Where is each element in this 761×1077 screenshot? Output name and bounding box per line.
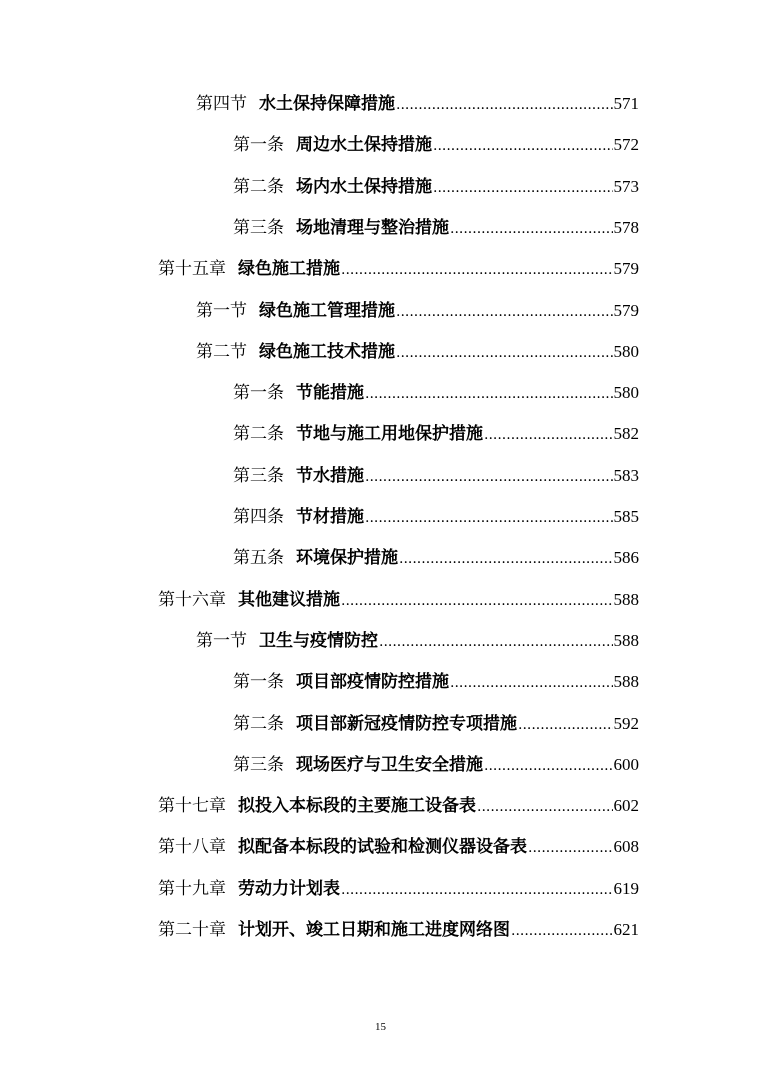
toc-entry-title: 节水措施 xyxy=(296,465,364,486)
toc-entry-title: 计划开、竣工日期和施工进度网络图 xyxy=(238,920,510,940)
toc-entry-title: 场地清理与整治措施 xyxy=(296,217,449,238)
dot-leader xyxy=(379,627,613,657)
toc-entry-page: 588 xyxy=(613,630,639,650)
toc-entry[interactable] xyxy=(196,296,639,326)
dot-leader xyxy=(484,751,613,781)
toc-entry-title: 节材措施 xyxy=(296,507,364,527)
dot-leader xyxy=(365,379,613,409)
toc-entry[interactable] xyxy=(158,832,639,862)
toc-entry[interactable] xyxy=(233,750,639,780)
toc-entry[interactable] xyxy=(158,254,639,284)
toc-entry-number: 第十七章 xyxy=(158,796,226,817)
toc-entry-page: 586 xyxy=(613,548,639,568)
toc-entry-page: 579 xyxy=(613,259,639,279)
toc-entry[interactable] xyxy=(158,874,639,904)
toc-entry-number: 第十八章 xyxy=(158,837,226,858)
toc-entry-title: 环境保护措施 xyxy=(296,548,398,569)
toc-entry-page: 619 xyxy=(613,878,639,898)
toc-entry-page: 583 xyxy=(613,465,639,485)
toc-entry-title: 拟投入本标段的主要施工设备表 xyxy=(238,796,476,817)
toc-entry-number: 第二条 xyxy=(233,176,284,197)
toc-entry[interactable] xyxy=(233,461,639,491)
toc-entry[interactable] xyxy=(233,667,639,697)
toc-entry-number: 第二条 xyxy=(233,424,284,445)
toc-entry-page: 579 xyxy=(613,300,639,320)
page-number: 15 xyxy=(375,1021,386,1033)
toc-entry[interactable] xyxy=(158,915,639,945)
toc-entry[interactable] xyxy=(233,213,639,243)
dot-leader xyxy=(477,792,613,822)
dot-leader xyxy=(341,255,613,285)
dot-leader xyxy=(484,420,613,450)
dot-leader xyxy=(450,214,613,244)
toc-entry[interactable] xyxy=(233,543,639,573)
toc-entry-number: 第一节 xyxy=(196,630,247,651)
toc-entry-title: 拟配备本标段的试验和检测仪器设备表 xyxy=(238,837,527,858)
dot-leader xyxy=(511,916,613,946)
toc-entry-page: 608 xyxy=(613,837,639,857)
toc-entry-title: 项目部新冠疫情防控专项措施 xyxy=(296,713,517,734)
toc-entry-number: 第十五章 xyxy=(158,259,226,280)
toc-entry[interactable] xyxy=(158,585,639,615)
toc-entry-number: 第十九章 xyxy=(158,878,226,899)
dot-leader xyxy=(396,338,613,368)
toc-entry-number: 第三条 xyxy=(233,754,284,775)
dot-leader xyxy=(528,833,613,863)
dot-leader xyxy=(518,710,613,740)
toc-entry-page: 602 xyxy=(613,796,639,816)
toc-entry-number: 第一节 xyxy=(196,300,247,321)
toc-entry-number: 第五条 xyxy=(233,548,284,569)
toc-entry[interactable] xyxy=(233,419,639,449)
toc-entry-title: 节地与施工用地保护措施 xyxy=(296,424,483,445)
toc-entry-page: 573 xyxy=(613,176,639,196)
toc-entry-page: 578 xyxy=(613,217,639,237)
toc-entry-page: 580 xyxy=(613,383,639,403)
toc-entry-page: 592 xyxy=(613,713,639,733)
toc-entry-number: 第二十章 xyxy=(158,920,226,940)
dot-leader xyxy=(399,544,613,574)
toc-entry-title: 周边水土保持措施 xyxy=(296,135,432,156)
toc-entry-page: 571 xyxy=(613,94,639,113)
dot-leader xyxy=(341,586,613,616)
toc-entry-page: 588 xyxy=(613,589,639,609)
toc-entry[interactable] xyxy=(196,626,639,656)
toc-entry-number: 第三条 xyxy=(233,465,284,486)
toc-entry-number: 第十六章 xyxy=(158,589,226,610)
toc-entry-page: 600 xyxy=(613,754,639,774)
dot-leader xyxy=(433,131,613,161)
toc-entry-number: 第三条 xyxy=(233,217,284,238)
dot-leader xyxy=(365,503,613,533)
toc-entry-number: 第四节 xyxy=(196,94,247,114)
toc-entry-title: 水土保持保障措施 xyxy=(259,94,395,114)
toc-entry-number: 第二条 xyxy=(233,713,284,734)
toc-entry-title: 卫生与疫情防控 xyxy=(259,630,378,651)
dot-leader xyxy=(396,90,613,120)
dot-leader xyxy=(450,668,613,698)
toc-entry-title: 节能措施 xyxy=(296,383,364,404)
toc-entry-title: 绿色施工技术措施 xyxy=(259,341,395,362)
toc-entry-title: 劳动力计划表 xyxy=(238,878,340,899)
dot-leader xyxy=(365,462,613,492)
toc-entry-title: 场内水土保持措施 xyxy=(296,176,432,197)
toc-entry-number: 第一条 xyxy=(233,383,284,404)
toc-entry-page: 580 xyxy=(613,341,639,361)
toc-entry[interactable] xyxy=(233,172,639,202)
toc-entry-page: 585 xyxy=(613,507,639,526)
toc-entry-page: 588 xyxy=(613,672,639,692)
toc-entry-number: 第一条 xyxy=(233,135,284,156)
toc-entry[interactable] xyxy=(158,791,639,821)
toc-entry-title: 其他建议措施 xyxy=(238,589,340,610)
toc-entry[interactable] xyxy=(233,502,639,532)
toc-entry-title: 现场医疗与卫生安全措施 xyxy=(296,754,483,775)
toc-entry-title: 绿色施工管理措施 xyxy=(259,300,395,321)
toc-entry[interactable] xyxy=(233,130,639,160)
dot-leader xyxy=(396,297,613,327)
toc-entry[interactable] xyxy=(233,709,639,739)
toc-entry[interactable] xyxy=(196,89,639,119)
toc-entry-number: 第一条 xyxy=(233,672,284,693)
toc-entry-page: 582 xyxy=(613,424,639,444)
toc-entry-title: 绿色施工措施 xyxy=(238,259,340,280)
toc-entry-number: 第四条 xyxy=(233,507,284,527)
toc-entry[interactable] xyxy=(196,337,639,367)
toc-entry[interactable] xyxy=(233,378,639,408)
dot-leader xyxy=(341,875,613,905)
dot-leader xyxy=(433,173,613,203)
toc-entry-page: 621 xyxy=(613,920,639,939)
toc-entry-title: 项目部疫情防控措施 xyxy=(296,672,449,693)
toc-entry-page: 572 xyxy=(613,135,639,155)
toc-entry-number: 第二节 xyxy=(196,341,247,362)
